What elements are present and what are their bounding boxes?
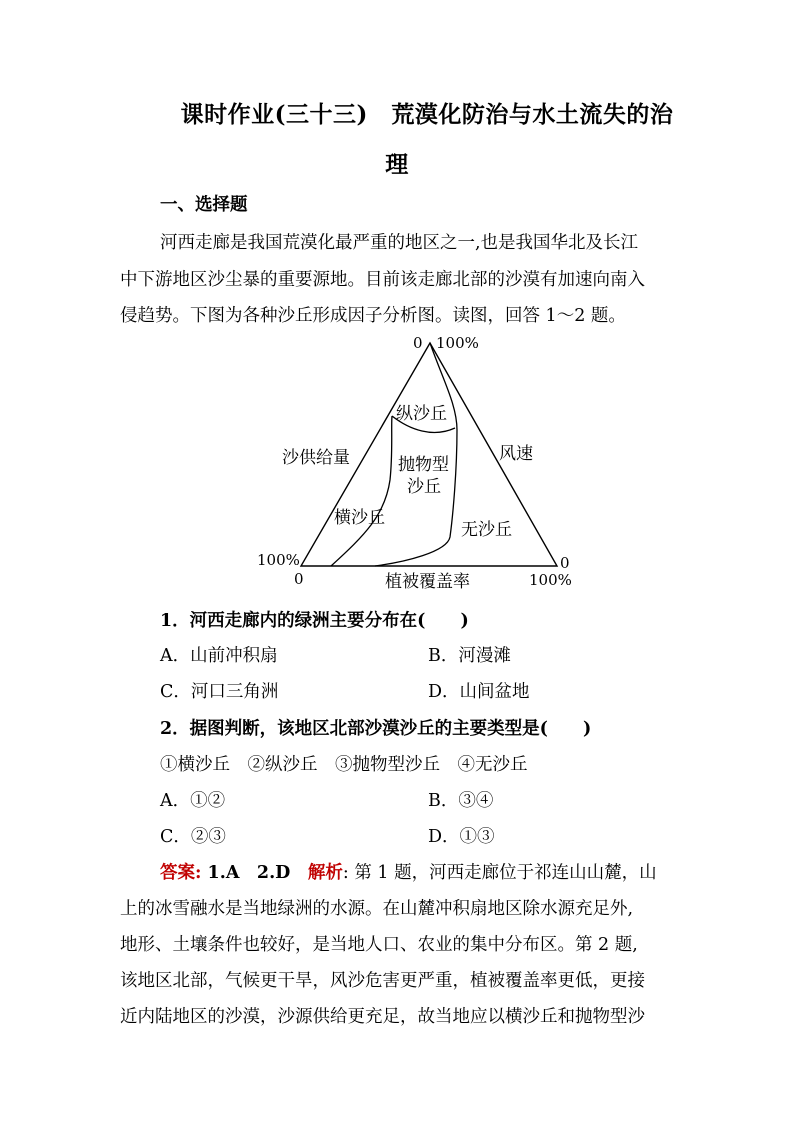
region-parabolic-label-1: 抛物型 bbox=[398, 455, 449, 475]
sand-dune-factor-diagram bbox=[255, 330, 585, 595]
question-2-stem: 2．据图判断，该地区北部沙漠沙丘的主要类型是( ) bbox=[160, 719, 592, 739]
question-1-stem: 1．河西走廊内的绿洲主要分布在( ) bbox=[160, 611, 469, 631]
right-side-label: 风速 bbox=[499, 444, 533, 464]
left-hundred-label: 100% bbox=[257, 551, 300, 569]
answer-values: 1.A 2.D bbox=[201, 863, 308, 883]
page-title: 课时作业(三十三) 荒漠化防治与水土流失的治 bbox=[180, 101, 674, 128]
answer-line-1 bbox=[160, 859, 680, 884]
question-2-option-c: C．②③ bbox=[160, 827, 226, 847]
intro-line-1: 河西走廊是我国荒漠化最严重的地区之一,也是我国华北及长江 bbox=[160, 233, 639, 253]
intro-line-2: 中下游地区沙尘暴的重要源地。目前该走廊北部的沙漠有加速向南入 bbox=[120, 270, 645, 290]
answer-label: 答案: bbox=[160, 863, 202, 883]
left-zero-label: 0 bbox=[294, 570, 304, 588]
answer-line-5: 近内陆地区的沙漠，沙源供给更充足，故当地应以横沙丘和抛物型沙 bbox=[120, 1007, 645, 1027]
top-zero-label: 0 bbox=[413, 334, 423, 352]
top-hundred-label: 100% bbox=[436, 334, 479, 352]
question-2-option-a: A．①② bbox=[160, 791, 226, 811]
answer-line-4: 该地区北部，气候更干旱，风沙危害更严重，植被覆盖率更低，更接 bbox=[120, 971, 645, 991]
page-title-continued: 理 bbox=[385, 151, 409, 178]
region-parabolic-label-2: 沙丘 bbox=[407, 477, 441, 497]
bottom-axis-label: 植被覆盖率 bbox=[385, 572, 470, 592]
question-1-option-b: B．河漫滩 bbox=[428, 646, 511, 666]
question-2-option-d: D．①③ bbox=[428, 827, 495, 847]
analysis-label: 解析 bbox=[307, 863, 343, 883]
right-hundred-label: 100% bbox=[529, 571, 572, 589]
left-side-label: 沙供给量 bbox=[282, 448, 350, 468]
transverse-dune-boundary bbox=[331, 416, 392, 566]
answer-line-2: 上的冰雪融水是当地绿洲的水源。在山麓冲积扇地区除水源充足外, bbox=[120, 899, 634, 919]
question-2-items: ①横沙丘 ②纵沙丘 ③抛物型沙丘 ④无沙丘 bbox=[160, 755, 528, 775]
question-1-option-a: A．山前冲积扇 bbox=[160, 646, 278, 666]
right-zero-label: 0 bbox=[560, 554, 570, 572]
answer-line-3: 地形、土壤条件也较好，是当地人口、农业的集中分布区。第 2 题, bbox=[120, 935, 638, 955]
answer-line-1-text: : 第 1 题，河西走廊位于祁连山山麓，山 bbox=[342, 863, 657, 883]
region-transverse-label: 横沙丘 bbox=[334, 508, 385, 528]
region-none-label: 无沙丘 bbox=[461, 520, 512, 540]
intro-line-3: 侵趋势。下图为各种沙丘形成因子分析图。读图，回答 1～2 题。 bbox=[120, 306, 626, 326]
question-1-option-d: D．山间盆地 bbox=[428, 682, 530, 702]
question-2-option-b: B．③④ bbox=[428, 791, 494, 811]
question-1-option-c: C．河口三角洲 bbox=[160, 682, 279, 702]
section-heading: 一、选择题 bbox=[160, 195, 248, 215]
region-longitudinal-label: 纵沙丘 bbox=[396, 404, 447, 424]
